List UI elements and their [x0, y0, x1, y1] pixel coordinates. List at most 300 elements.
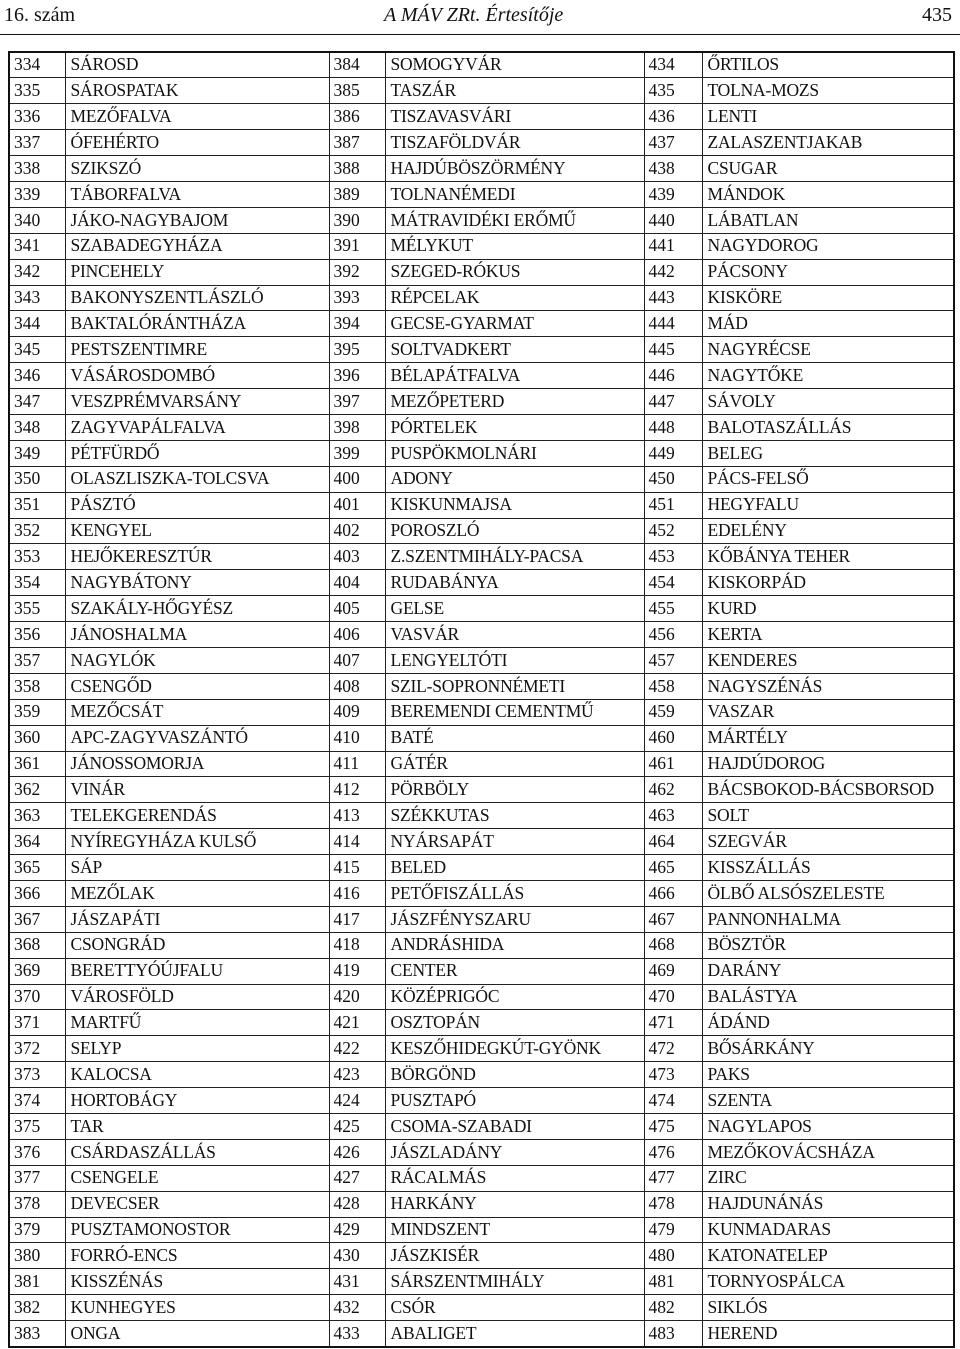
station-name: CSUGAR	[702, 156, 954, 182]
station-code: 469	[644, 958, 702, 984]
station-name: NAGYLÓK	[65, 647, 329, 673]
station-code: 464	[644, 829, 702, 855]
station-code: 338	[9, 156, 65, 182]
station-code: 438	[644, 156, 702, 182]
station-code: 465	[644, 855, 702, 881]
station-name: KENGYEL	[65, 518, 329, 544]
station-name: HARKÁNY	[385, 1191, 644, 1217]
station-name: KÖZÉPRIGÓC	[385, 984, 644, 1010]
station-name: VÁSÁROSDOMBÓ	[65, 363, 329, 389]
issue-number: 16. szám	[4, 4, 76, 26]
station-name: LENGYELTÓTI	[385, 647, 644, 673]
station-code: 450	[644, 466, 702, 492]
table-row	[9, 492, 954, 518]
station-code: 370	[9, 984, 65, 1010]
station-name: HEGYFALU	[702, 492, 954, 518]
station-name: PESTSZENTIMRE	[65, 337, 329, 363]
station-name: SZABADEGYHÁZA	[65, 233, 329, 259]
station-name: HEJŐKERESZTÚR	[65, 544, 329, 570]
station-code: 390	[329, 207, 385, 233]
station-code: 425	[329, 1114, 385, 1140]
table-row	[9, 1269, 954, 1295]
station-name: SÁVOLY	[702, 389, 954, 415]
table-row	[9, 1191, 954, 1217]
station-name: SÁROSD	[65, 52, 329, 78]
station-name: MEZŐCSÁT	[65, 699, 329, 725]
station-name: NYÁRSAPÁT	[385, 829, 644, 855]
station-name: JÁNOSHALMA	[65, 622, 329, 648]
station-code: 337	[9, 130, 65, 156]
station-code: 350	[9, 466, 65, 492]
station-name: SELYP	[65, 1036, 329, 1062]
table-row	[9, 570, 954, 596]
station-code: 448	[644, 414, 702, 440]
station-code: 483	[644, 1321, 702, 1347]
station-name: SZÉKKUTAS	[385, 803, 644, 829]
station-code: 468	[644, 932, 702, 958]
station-code: 369	[9, 958, 65, 984]
station-code: 435	[644, 78, 702, 104]
station-name: HAJDÚDOROG	[702, 751, 954, 777]
station-code: 439	[644, 181, 702, 207]
station-name: ANDRÁSHIDA	[385, 932, 644, 958]
publication-title: A MÁV ZRt. Értesítője	[384, 4, 564, 26]
station-code: 456	[644, 622, 702, 648]
table-row	[9, 1088, 954, 1114]
table-row	[9, 984, 954, 1010]
station-code: 413	[329, 803, 385, 829]
station-code: 407	[329, 647, 385, 673]
table-row	[9, 130, 954, 156]
station-name: PAKS	[702, 1062, 954, 1088]
station-code: 409	[329, 699, 385, 725]
station-code: 383	[9, 1321, 65, 1347]
station-name: KENDERES	[702, 647, 954, 673]
station-name: PÁCS-FELSŐ	[702, 466, 954, 492]
station-code: 406	[329, 622, 385, 648]
table-row	[9, 1036, 954, 1062]
table-row	[9, 1062, 954, 1088]
station-code: 382	[9, 1295, 65, 1321]
station-code: 385	[329, 78, 385, 104]
station-code: 353	[9, 544, 65, 570]
station-code: 475	[644, 1114, 702, 1140]
station-name: TOLNANÉMEDI	[385, 181, 644, 207]
table-row	[9, 440, 954, 466]
table-row	[9, 803, 954, 829]
station-code: 437	[644, 130, 702, 156]
station-name: BELED	[385, 855, 644, 881]
station-code: 344	[9, 311, 65, 337]
station-name: ADONY	[385, 466, 644, 492]
station-code: 466	[644, 881, 702, 907]
station-code: 415	[329, 855, 385, 881]
station-name: KISKUNMAJSA	[385, 492, 644, 518]
station-name: BATÉ	[385, 725, 644, 751]
station-name: CSENGŐD	[65, 673, 329, 699]
station-code: 365	[9, 855, 65, 881]
station-name: VÁROSFÖLD	[65, 984, 329, 1010]
station-name: SZIKSZÓ	[65, 156, 329, 182]
station-code: 431	[329, 1269, 385, 1295]
table-row	[9, 855, 954, 881]
station-code: 375	[9, 1114, 65, 1140]
station-code: 463	[644, 803, 702, 829]
station-code: 363	[9, 803, 65, 829]
station-name: LÁBATLAN	[702, 207, 954, 233]
station-code: 388	[329, 156, 385, 182]
station-name: VASVÁR	[385, 622, 644, 648]
station-code: 428	[329, 1191, 385, 1217]
station-name: CSÓR	[385, 1295, 644, 1321]
station-code: 445	[644, 337, 702, 363]
station-name: ÁDÁND	[702, 1010, 954, 1036]
station-code: 387	[329, 130, 385, 156]
table-row	[9, 233, 954, 259]
station-code: 384	[329, 52, 385, 78]
station-name: CSÁRDASZÁLLÁS	[65, 1139, 329, 1165]
station-name: TÁBORFALVA	[65, 181, 329, 207]
station-code: 342	[9, 259, 65, 285]
station-name: BERETTYÓÚJFALU	[65, 958, 329, 984]
station-name: CSONGRÁD	[65, 932, 329, 958]
station-code: 481	[644, 1269, 702, 1295]
station-name: KESZŐHIDEGKÚT-GYÖNK	[385, 1036, 644, 1062]
table-row	[9, 1295, 954, 1321]
station-code: 341	[9, 233, 65, 259]
station-code: 460	[644, 725, 702, 751]
station-name: GELSE	[385, 596, 644, 622]
station-code: 372	[9, 1036, 65, 1062]
station-name: BÉLAPÁTFALVA	[385, 363, 644, 389]
table-row	[9, 1165, 954, 1191]
station-name: CSOMA-SZABADI	[385, 1114, 644, 1140]
station-name: BÖSZTÖR	[702, 932, 954, 958]
station-name: KERTA	[702, 622, 954, 648]
station-name: VINÁR	[65, 777, 329, 803]
page-number: 435	[922, 4, 952, 26]
station-name: SÁROSPATAK	[65, 78, 329, 104]
station-code: 357	[9, 647, 65, 673]
station-name: SÁP	[65, 855, 329, 881]
station-name: TORNYOSPÁLCA	[702, 1269, 954, 1295]
table-row	[9, 1243, 954, 1269]
station-code: 355	[9, 596, 65, 622]
station-code: 348	[9, 414, 65, 440]
station-code: 427	[329, 1165, 385, 1191]
station-code: 404	[329, 570, 385, 596]
station-code: 336	[9, 104, 65, 130]
table-row	[9, 932, 954, 958]
station-name: PUSZTAPÓ	[385, 1088, 644, 1114]
station-name: RUDABÁNYA	[385, 570, 644, 596]
table-row	[9, 259, 954, 285]
station-code: 449	[644, 440, 702, 466]
station-code: 444	[644, 311, 702, 337]
station-name: MARTFŰ	[65, 1010, 329, 1036]
station-name: KISSZÁLLÁS	[702, 855, 954, 881]
station-code: 459	[644, 699, 702, 725]
station-code: 339	[9, 181, 65, 207]
table-row	[9, 622, 954, 648]
station-name: TAR	[65, 1114, 329, 1140]
station-code: 394	[329, 311, 385, 337]
station-code: 467	[644, 906, 702, 932]
station-name: HEREND	[702, 1321, 954, 1347]
station-code: 367	[9, 906, 65, 932]
station-name: KALOCSA	[65, 1062, 329, 1088]
station-name: MINDSZENT	[385, 1217, 644, 1243]
station-code: 472	[644, 1036, 702, 1062]
station-name: PINCEHELY	[65, 259, 329, 285]
station-code: 477	[644, 1165, 702, 1191]
station-code: 480	[644, 1243, 702, 1269]
table-row	[9, 1139, 954, 1165]
station-code: 458	[644, 673, 702, 699]
station-code: 476	[644, 1139, 702, 1165]
table-row	[9, 544, 954, 570]
station-code: 389	[329, 181, 385, 207]
station-name: BELEG	[702, 440, 954, 466]
station-name: SZEGED-RÓKUS	[385, 259, 644, 285]
station-code: 417	[329, 906, 385, 932]
station-name: Z.SZENTMIHÁLY-PACSA	[385, 544, 644, 570]
station-name: NAGYBÁTONY	[65, 570, 329, 596]
station-code: 441	[644, 233, 702, 259]
station-code: 474	[644, 1088, 702, 1114]
station-code: 443	[644, 285, 702, 311]
station-name: HORTOBÁGY	[65, 1088, 329, 1114]
station-code-table-body	[9, 52, 954, 1347]
table-row	[9, 518, 954, 544]
station-name: DEVECSER	[65, 1191, 329, 1217]
station-code: 412	[329, 777, 385, 803]
station-code: 343	[9, 285, 65, 311]
station-name: MEZŐFALVA	[65, 104, 329, 130]
station-code: 368	[9, 932, 65, 958]
station-name: KISSZÉNÁS	[65, 1269, 329, 1295]
station-name: POROSZLÓ	[385, 518, 644, 544]
station-name: TELEKGERENDÁS	[65, 803, 329, 829]
station-name: KURD	[702, 596, 954, 622]
station-name: NAGYSZÉNÁS	[702, 673, 954, 699]
station-name: KATONATELEP	[702, 1243, 954, 1269]
station-code: 351	[9, 492, 65, 518]
station-code: 422	[329, 1036, 385, 1062]
station-name: ZAGYVAPÁLFALVA	[65, 414, 329, 440]
table-row	[9, 363, 954, 389]
station-code: 442	[644, 259, 702, 285]
station-name: SZIL-SOPRONNÉMETI	[385, 673, 644, 699]
station-code: 454	[644, 570, 702, 596]
station-code: 374	[9, 1088, 65, 1114]
station-name: VESZPRÉMVARSÁNY	[65, 389, 329, 415]
station-name: HAJDÚBÖSZÖRMÉNY	[385, 156, 644, 182]
station-code: 358	[9, 673, 65, 699]
station-name: TISZAFÖLDVÁR	[385, 130, 644, 156]
station-name: ZALASZENTJAKAB	[702, 130, 954, 156]
station-name: PÓRTELEK	[385, 414, 644, 440]
station-code: 418	[329, 932, 385, 958]
table-row	[9, 414, 954, 440]
station-name: JÁSZLADÁNY	[385, 1139, 644, 1165]
station-code: 345	[9, 337, 65, 363]
station-code: 393	[329, 285, 385, 311]
station-code: 398	[329, 414, 385, 440]
station-name: ABALIGET	[385, 1321, 644, 1347]
station-code: 360	[9, 725, 65, 751]
station-name: ZIRC	[702, 1165, 954, 1191]
station-name: PÁSZTÓ	[65, 492, 329, 518]
station-code: 408	[329, 673, 385, 699]
station-code: 451	[644, 492, 702, 518]
station-name: VASZAR	[702, 699, 954, 725]
table-row	[9, 78, 954, 104]
station-code: 381	[9, 1269, 65, 1295]
table-row	[9, 596, 954, 622]
station-name: SOLT	[702, 803, 954, 829]
station-code: 346	[9, 363, 65, 389]
station-name: JÁSZAPÁTI	[65, 906, 329, 932]
station-code: 416	[329, 881, 385, 907]
table-row	[9, 181, 954, 207]
station-code: 453	[644, 544, 702, 570]
station-code: 457	[644, 647, 702, 673]
station-name: EDELÉNY	[702, 518, 954, 544]
station-name: SÁRSZENTMIHÁLY	[385, 1269, 644, 1295]
table-row	[9, 1321, 954, 1347]
table-row	[9, 104, 954, 130]
station-code: 377	[9, 1165, 65, 1191]
station-code: 433	[329, 1321, 385, 1347]
table-row	[9, 52, 954, 78]
station-code: 461	[644, 751, 702, 777]
station-name: PÁCSONY	[702, 259, 954, 285]
station-name: BŐSÁRKÁNY	[702, 1036, 954, 1062]
station-name: NAGYTŐKE	[702, 363, 954, 389]
station-code: 471	[644, 1010, 702, 1036]
station-name: KUNHEGYES	[65, 1295, 329, 1321]
table-row	[9, 1114, 954, 1140]
station-name: SOLTVADKERT	[385, 337, 644, 363]
station-code: 447	[644, 389, 702, 415]
station-name: LENTI	[702, 104, 954, 130]
station-name: BAKONYSZENTLÁSZLÓ	[65, 285, 329, 311]
station-code: 424	[329, 1088, 385, 1114]
station-code: 426	[329, 1139, 385, 1165]
station-code: 470	[644, 984, 702, 1010]
station-code: 380	[9, 1243, 65, 1269]
header-divider	[0, 34, 960, 35]
station-name: JÁSZKISÉR	[385, 1243, 644, 1269]
table-row	[9, 337, 954, 363]
station-name: NAGYLAPOS	[702, 1114, 954, 1140]
station-name: PANNONHALMA	[702, 906, 954, 932]
station-name: MÁRTÉLY	[702, 725, 954, 751]
station-name: NAGYDOROG	[702, 233, 954, 259]
station-code: 371	[9, 1010, 65, 1036]
station-code: 399	[329, 440, 385, 466]
station-code: 359	[9, 699, 65, 725]
station-name: BALOTASZÁLLÁS	[702, 414, 954, 440]
station-name: JÁSZFÉNYSZARU	[385, 906, 644, 932]
station-code: 392	[329, 259, 385, 285]
station-code: 378	[9, 1191, 65, 1217]
station-name: OLASZLISZKA-TOLCSVA	[65, 466, 329, 492]
station-code: 455	[644, 596, 702, 622]
station-name: BAKTALÓRÁNTHÁZA	[65, 311, 329, 337]
station-name: CSENGELE	[65, 1165, 329, 1191]
station-name: JÁKO-NAGYBAJOM	[65, 207, 329, 233]
station-code: 436	[644, 104, 702, 130]
station-code: 361	[9, 751, 65, 777]
table-row	[9, 829, 954, 855]
table-row	[9, 958, 954, 984]
station-code: 400	[329, 466, 385, 492]
station-code: 432	[329, 1295, 385, 1321]
station-code: 478	[644, 1191, 702, 1217]
station-name: PETŐFISZÁLLÁS	[385, 881, 644, 907]
table-row	[9, 1217, 954, 1243]
station-code: 397	[329, 389, 385, 415]
station-code: 334	[9, 52, 65, 78]
station-name: BALÁSTYA	[702, 984, 954, 1010]
station-name: MÁD	[702, 311, 954, 337]
station-code: 402	[329, 518, 385, 544]
station-name: PUSZTAMONOSTOR	[65, 1217, 329, 1243]
station-code: 401	[329, 492, 385, 518]
station-name: RÉPCELAK	[385, 285, 644, 311]
station-code: 349	[9, 440, 65, 466]
station-name: JÁNOSSOMORJA	[65, 751, 329, 777]
station-name: FORRÓ-ENCS	[65, 1243, 329, 1269]
station-name: MEZŐKOVÁCSHÁZA	[702, 1139, 954, 1165]
station-name: MEZŐPETERD	[385, 389, 644, 415]
table-row	[9, 207, 954, 233]
table-row	[9, 725, 954, 751]
station-name: NYÍREGYHÁZA KULSŐ	[65, 829, 329, 855]
table-row	[9, 673, 954, 699]
station-code: 366	[9, 881, 65, 907]
station-code: 396	[329, 363, 385, 389]
station-code: 405	[329, 596, 385, 622]
table-row	[9, 156, 954, 182]
station-code: 347	[9, 389, 65, 415]
station-code: 391	[329, 233, 385, 259]
table-row	[9, 751, 954, 777]
station-code: 362	[9, 777, 65, 803]
station-name: SOMOGYVÁR	[385, 52, 644, 78]
station-name: TASZÁR	[385, 78, 644, 104]
station-code: 446	[644, 363, 702, 389]
station-code: 335	[9, 78, 65, 104]
station-code: 452	[644, 518, 702, 544]
station-code: 403	[329, 544, 385, 570]
station-code: 376	[9, 1139, 65, 1165]
station-code: 354	[9, 570, 65, 596]
station-name: BÁCSBOKOD-BÁCSBORSOD	[702, 777, 954, 803]
station-code: 364	[9, 829, 65, 855]
station-name: PÖRBÖLY	[385, 777, 644, 803]
station-name: ÓFEHÉRTO	[65, 130, 329, 156]
station-code: 429	[329, 1217, 385, 1243]
station-code: 379	[9, 1217, 65, 1243]
station-name: TISZAVASVÁRI	[385, 104, 644, 130]
station-name: GECSE-GYARMAT	[385, 311, 644, 337]
station-name: MEZŐLAK	[65, 881, 329, 907]
station-name: ÖLBŐ ALSÓSZELESTE	[702, 881, 954, 907]
station-name: MÁTRAVIDÉKI ERŐMŰ	[385, 207, 644, 233]
